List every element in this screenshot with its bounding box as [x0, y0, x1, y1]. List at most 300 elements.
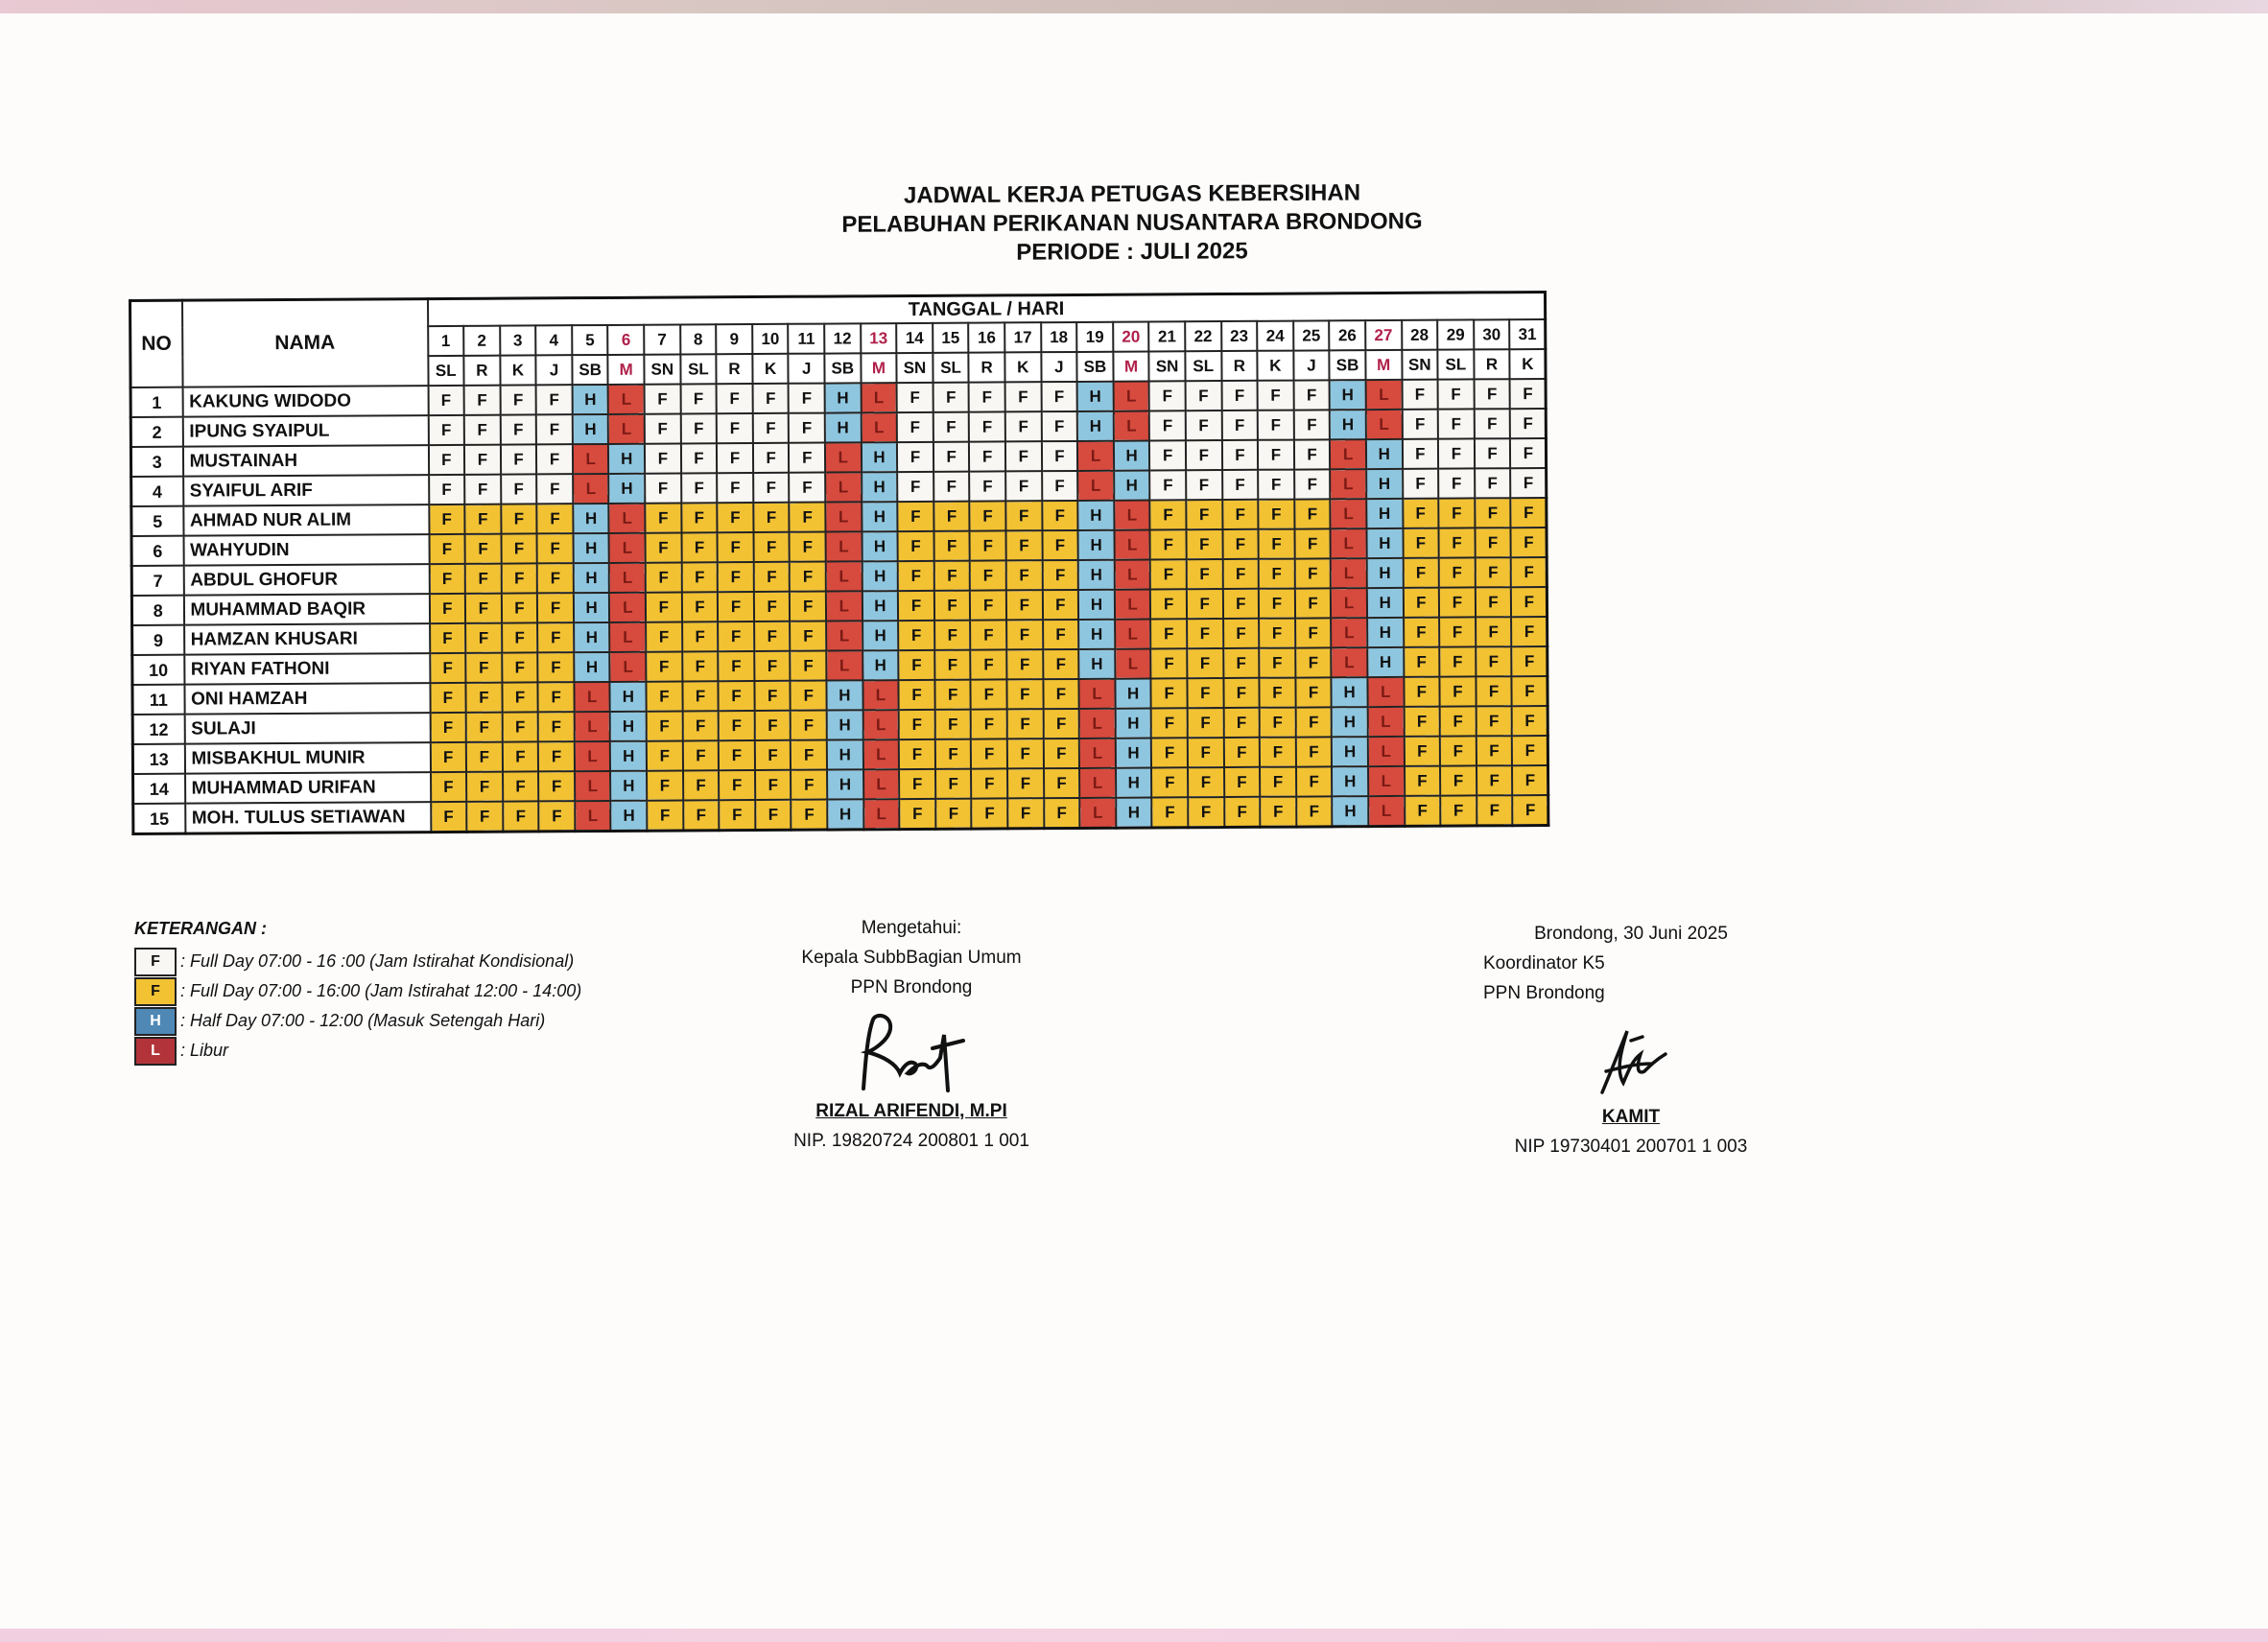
shift-cell: F — [1475, 557, 1511, 587]
shift-cell: L — [1331, 528, 1367, 558]
shift-cell: F — [1150, 619, 1187, 648]
shift-cell: F — [1005, 530, 1042, 560]
shift-cell: F — [465, 623, 502, 653]
shift-cell: F — [430, 653, 466, 683]
shift-cell: F — [898, 531, 934, 561]
shift-cell: F — [718, 503, 754, 532]
row-number: 14 — [133, 774, 185, 804]
shift-cell: H — [611, 801, 648, 832]
shift-cell: F — [430, 683, 466, 713]
shift-cell: F — [969, 441, 1005, 471]
shift-cell: F — [428, 415, 464, 445]
shift-cell: F — [1221, 440, 1258, 470]
date-22: 22 — [1185, 321, 1221, 351]
shift-cell: F — [933, 472, 970, 502]
shift-cell: L — [825, 442, 862, 472]
shift-cell: F — [647, 800, 683, 831]
date-18: 18 — [1041, 322, 1077, 352]
staff-name: KAKUNG WIDODO — [182, 386, 428, 417]
shift-cell: F — [464, 415, 501, 445]
shift-cell: F — [970, 530, 1006, 560]
shift-cell: F — [753, 532, 790, 562]
sig-left-line1: Mengetahui: — [861, 918, 962, 938]
date-7: 7 — [644, 324, 680, 354]
shift-cell: F — [503, 771, 539, 801]
paper-edge-bottom — [0, 1629, 2268, 1642]
shift-cell: F — [1222, 559, 1259, 589]
shift-cell: F — [1476, 587, 1512, 617]
shift-cell: F — [1006, 560, 1043, 590]
date-14: 14 — [896, 323, 933, 353]
shift-cell: F — [1224, 797, 1261, 828]
date-29: 29 — [1437, 319, 1474, 349]
shift-cell: F — [754, 711, 791, 740]
shift-cell: F — [501, 533, 537, 563]
date-12: 12 — [824, 323, 861, 353]
shift-cell: F — [754, 681, 791, 711]
row-number: 8 — [131, 596, 183, 625]
shift-cell: F — [753, 443, 790, 473]
staff-name: SYAIFUL ARIF — [183, 475, 429, 506]
shift-cell: F — [1440, 795, 1477, 826]
shift-cell: H — [1332, 677, 1368, 707]
shift-cell: L — [1115, 619, 1151, 648]
shift-cell: F — [430, 713, 466, 742]
shift-cell: F — [971, 709, 1007, 739]
shift-cell: F — [899, 769, 935, 799]
shift-cell: F — [717, 413, 753, 443]
day-8: SL — [680, 354, 717, 384]
shift-cell: F — [1149, 440, 1186, 470]
shift-cell: F — [537, 593, 574, 622]
shift-cell: F — [646, 651, 682, 681]
shift-cell: F — [1188, 797, 1224, 828]
legend-title: KETERANGAN : — [134, 919, 267, 938]
shift-cell: F — [1475, 438, 1511, 468]
shift-cell: F — [503, 741, 539, 771]
shift-cell: F — [791, 711, 827, 740]
shift-cell: L — [1330, 469, 1366, 499]
shift-cell: F — [646, 592, 682, 622]
shift-cell: H — [1078, 560, 1115, 590]
day-26: SB — [1330, 350, 1366, 380]
shift-cell: H — [1116, 738, 1152, 767]
shift-cell: F — [1042, 530, 1078, 560]
shift-cell: F — [1043, 620, 1079, 649]
date-5: 5 — [572, 325, 608, 355]
shift-cell: F — [537, 622, 574, 652]
shift-cell: F — [1005, 471, 1042, 501]
shift-cell: F — [1512, 736, 1548, 765]
day-18: J — [1041, 352, 1077, 382]
row-number: 11 — [132, 685, 184, 715]
row-number: 15 — [133, 804, 185, 834]
shift-cell: L — [1368, 707, 1405, 737]
legend-swatch: L — [134, 1037, 177, 1066]
shift-cell: F — [1511, 617, 1547, 646]
day-23: R — [1221, 351, 1258, 381]
shift-cell: F — [1294, 469, 1331, 499]
shift-cell: L — [861, 412, 897, 442]
staff-name: SULAJI — [184, 713, 430, 744]
day-5: SB — [572, 355, 608, 385]
shift-cell: F — [1007, 709, 1044, 739]
row-number: 6 — [131, 536, 183, 566]
shift-cell: H — [610, 682, 647, 712]
shift-cell: F — [1222, 470, 1259, 500]
shift-cell: F — [790, 592, 826, 622]
shift-cell: F — [1510, 438, 1547, 468]
shift-cell: L — [608, 385, 645, 414]
shift-cell: F — [935, 799, 972, 830]
shift-cell: F — [1186, 470, 1222, 500]
shift-cell: F — [465, 534, 502, 564]
shift-cell: H — [1078, 649, 1115, 679]
shift-cell: F — [970, 471, 1006, 501]
date-11: 11 — [789, 324, 825, 354]
legend-swatch: H — [134, 1007, 177, 1036]
shift-cell: F — [791, 740, 827, 770]
shift-cell: F — [430, 623, 466, 653]
shift-cell: H — [1077, 501, 1114, 530]
shift-cell: L — [825, 472, 862, 502]
shift-cell: L — [1367, 677, 1404, 707]
shift-cell: L — [1332, 647, 1368, 677]
staff-name: AHMAD NUR ALIM — [183, 504, 429, 536]
shift-cell: F — [933, 531, 970, 561]
shift-cell: F — [1405, 766, 1441, 796]
shift-cell: H — [862, 472, 898, 502]
legend-text: : Full Day 07:00 - 16 :00 (Jam Istirahat Kondisional) — [180, 951, 575, 971]
legend-swatch: F — [134, 977, 177, 1006]
shift-cell: F — [1477, 795, 1513, 826]
shift-cell: F — [719, 740, 755, 770]
shift-cell: L — [610, 622, 647, 652]
date-17: 17 — [1004, 322, 1041, 352]
shift-cell: F — [717, 473, 753, 503]
shift-cell: F — [465, 653, 502, 683]
shift-cell: F — [899, 739, 935, 769]
staff-name: MUHAMMAD URIFAN — [185, 772, 431, 804]
shift-cell: F — [719, 770, 755, 800]
date-28: 28 — [1402, 320, 1438, 350]
shift-cell: F — [1260, 797, 1296, 828]
shift-cell: F — [1510, 468, 1547, 498]
shift-cell: F — [791, 681, 827, 711]
shift-cell: H — [827, 769, 863, 799]
shift-cell: F — [1188, 738, 1224, 767]
shift-cell: F — [1511, 498, 1547, 528]
shift-cell: F — [501, 504, 537, 533]
shift-cell: F — [718, 562, 754, 592]
day-24: K — [1258, 351, 1294, 381]
shift-cell: F — [791, 770, 827, 800]
shift-cell: L — [1368, 737, 1405, 766]
shift-cell: H — [827, 739, 863, 769]
shift-cell: F — [1258, 440, 1294, 470]
shift-cell: F — [1477, 765, 1513, 795]
shift-cell: F — [464, 475, 501, 504]
shift-cell: F — [790, 503, 826, 532]
signature-right — [1477, 919, 1784, 1161]
shift-cell: F — [933, 502, 970, 531]
shift-cell: F — [1440, 765, 1477, 795]
header-no: NO — [130, 300, 183, 387]
shift-cell: F — [755, 770, 791, 800]
shift-cell: F — [1475, 468, 1511, 498]
day-11: J — [789, 354, 825, 384]
shift-cell: F — [971, 679, 1007, 709]
shift-cell: F — [1476, 646, 1512, 676]
shift-cell: F — [897, 442, 933, 472]
date-2: 2 — [463, 326, 500, 356]
shift-cell: F — [1476, 676, 1512, 706]
shift-cell: H — [1116, 767, 1152, 797]
shift-cell: F — [1259, 529, 1295, 559]
shift-cell: H — [862, 442, 898, 472]
shift-cell: H — [574, 652, 610, 682]
row-number: 3 — [130, 447, 182, 477]
shift-cell: F — [1474, 409, 1510, 438]
row-number: 7 — [131, 566, 183, 596]
shift-cell: F — [1404, 647, 1440, 677]
date-31: 31 — [1509, 319, 1546, 349]
shift-cell: F — [1044, 798, 1080, 829]
shift-cell: F — [1440, 676, 1477, 706]
shift-cell: F — [755, 740, 791, 770]
document-title — [672, 177, 1593, 270]
shift-cell: F — [502, 652, 538, 682]
shift-cell: F — [1405, 796, 1441, 827]
shift-cell: F — [789, 413, 825, 443]
shift-cell: F — [717, 443, 753, 473]
shift-cell: F — [933, 383, 969, 412]
shift-cell: F — [1222, 529, 1259, 559]
shift-cell: F — [466, 683, 503, 713]
shift-cell: F — [898, 561, 934, 591]
shift-cell: F — [537, 504, 574, 533]
shift-cell: F — [1438, 409, 1475, 438]
shift-cell: F — [898, 650, 934, 680]
shift-cell: F — [1042, 560, 1078, 590]
shift-cell: F — [1477, 736, 1513, 765]
day-29: SL — [1437, 349, 1474, 379]
shift-cell: F — [647, 681, 683, 711]
shift-cell: F — [753, 503, 790, 532]
shift-cell: F — [1187, 559, 1223, 589]
shift-cell: F — [1149, 381, 1186, 410]
day-2: R — [463, 356, 500, 386]
shift-cell: F — [538, 712, 575, 741]
shift-cell: L — [609, 533, 646, 563]
shift-cell: L — [1365, 380, 1402, 410]
shift-cell: F — [501, 474, 537, 504]
shift-cell: F — [1150, 529, 1187, 559]
shift-cell: F — [719, 711, 755, 740]
shift-cell: L — [826, 531, 862, 561]
shift-cell: F — [755, 800, 791, 831]
row-number: 13 — [132, 744, 184, 774]
shift-cell: F — [536, 444, 573, 474]
day-13: M — [861, 353, 897, 383]
legend — [134, 919, 581, 1066]
shift-cell: F — [1223, 619, 1260, 648]
shift-cell: F — [464, 445, 501, 475]
legend-items — [134, 947, 581, 1066]
shift-cell: F — [1149, 410, 1186, 440]
sig-right-name: KAMIT — [1601, 1107, 1661, 1127]
shift-cell: F — [1511, 528, 1547, 557]
shift-cell: F — [1296, 766, 1333, 796]
shift-cell: H — [862, 561, 898, 591]
shift-cell: L — [1077, 471, 1114, 501]
shift-cell: F — [791, 651, 827, 681]
shift-cell: F — [898, 621, 934, 650]
shift-cell: F — [683, 770, 720, 800]
shift-cell: L — [863, 799, 900, 830]
shift-cell: F — [971, 739, 1007, 768]
shift-cell: F — [1510, 409, 1547, 438]
shift-cell: F — [789, 384, 825, 413]
shift-cell: L — [573, 474, 609, 504]
shift-cell: F — [428, 445, 464, 475]
shift-cell: F — [502, 622, 538, 652]
shift-cell: F — [1151, 648, 1188, 678]
shift-cell: F — [1403, 469, 1439, 499]
shift-cell: F — [1510, 379, 1547, 409]
shift-cell: F — [1259, 619, 1295, 648]
shift-cell: F — [646, 532, 682, 562]
shift-cell: F — [647, 711, 683, 740]
shift-cell: F — [899, 710, 935, 739]
date-24: 24 — [1257, 321, 1293, 351]
shift-cell: L — [1114, 559, 1150, 589]
shift-cell: H — [573, 414, 609, 444]
shift-cell: F — [681, 503, 718, 532]
shift-cell: F — [1259, 589, 1295, 619]
shift-cell: F — [1296, 737, 1333, 766]
shift-cell: L — [608, 414, 645, 444]
shift-cell: F — [1224, 767, 1261, 797]
shift-cell: L — [1079, 798, 1116, 829]
legend-text: : Half Day 07:00 - 12:00 (Masuk Setengah Hari) — [180, 1011, 546, 1030]
shift-cell: H — [574, 593, 610, 622]
shift-cell: F — [682, 622, 719, 651]
shift-cell: H — [609, 474, 646, 504]
shift-cell: L — [1077, 441, 1114, 471]
shift-cell: F — [429, 475, 465, 504]
shift-cell: F — [1223, 678, 1260, 708]
shift-cell: H — [1330, 410, 1366, 439]
row-number: 5 — [131, 506, 183, 536]
date-6: 6 — [608, 325, 645, 355]
shift-cell: F — [1294, 528, 1331, 558]
shift-cell: L — [575, 712, 611, 741]
shift-cell: F — [1187, 619, 1223, 648]
shift-cell: F — [1438, 438, 1475, 468]
legend-item — [134, 1006, 581, 1036]
shift-cell: H — [825, 412, 862, 442]
shift-cell: F — [1151, 678, 1188, 708]
shift-cell: F — [1043, 709, 1079, 739]
shift-cell: F — [1006, 649, 1043, 679]
shift-cell: F — [1511, 557, 1547, 587]
shift-cell: H — [1078, 620, 1115, 649]
shift-cell: F — [466, 772, 503, 802]
shift-cell: F — [682, 592, 719, 622]
shift-cell: H — [1114, 471, 1150, 501]
signature-drawing-right — [1573, 1012, 1689, 1100]
shift-cell: L — [1330, 439, 1366, 469]
shift-cell: F — [464, 504, 501, 534]
shift-cell: F — [1438, 468, 1475, 498]
shift-cell: F — [536, 385, 573, 414]
shift-cell: H — [610, 712, 647, 741]
shift-cell: F — [645, 473, 681, 503]
shift-cell: F — [500, 385, 536, 414]
day-3: K — [500, 355, 536, 385]
shift-cell: H — [827, 710, 863, 739]
shift-cell: F — [538, 682, 575, 712]
shift-cell: F — [1404, 737, 1440, 766]
shift-cell: F — [464, 386, 501, 415]
title-line-3: PERIODE : JULI 2025 — [1016, 238, 1248, 266]
shift-cell: F — [682, 681, 719, 711]
shift-cell: F — [430, 742, 466, 772]
shift-cell: H — [1366, 439, 1403, 469]
shift-cell: L — [862, 710, 899, 739]
shift-cell: F — [970, 590, 1006, 620]
shift-cell: F — [645, 413, 681, 443]
shift-cell: F — [935, 769, 972, 799]
shift-cell: F — [646, 562, 682, 592]
staff-name: MUHAMMAD BAQIR — [183, 594, 429, 625]
shift-cell: F — [1151, 767, 1188, 797]
shift-cell: F — [1402, 380, 1438, 410]
shift-cell: F — [682, 740, 719, 770]
date-15: 15 — [933, 323, 969, 353]
shift-cell: H — [862, 621, 899, 650]
shift-cell: F — [1258, 410, 1294, 440]
shift-cell: F — [719, 651, 755, 681]
shift-cell: F — [1402, 439, 1438, 469]
day-15: SL — [933, 353, 969, 383]
shift-cell: L — [575, 741, 611, 771]
date-20: 20 — [1113, 322, 1149, 352]
shift-cell: F — [791, 800, 828, 831]
shift-cell: F — [1150, 500, 1187, 529]
shift-cell: F — [502, 712, 538, 741]
shift-cell: F — [754, 651, 791, 681]
row-number: 12 — [132, 715, 184, 744]
date-8: 8 — [680, 324, 717, 354]
shift-cell: H — [1077, 411, 1114, 441]
shift-cell: F — [1512, 706, 1548, 736]
shift-cell: L — [1331, 499, 1367, 528]
date-23: 23 — [1221, 321, 1258, 351]
shift-cell: F — [1403, 558, 1439, 588]
shift-cell: H — [574, 563, 610, 593]
shift-cell: F — [429, 504, 465, 534]
shift-cell: F — [972, 798, 1008, 829]
date-27: 27 — [1365, 320, 1402, 350]
shift-cell: H — [1367, 558, 1404, 588]
shift-cell: F — [429, 594, 465, 623]
shift-cell: F — [1186, 381, 1222, 410]
shift-cell: F — [897, 472, 933, 502]
sig-right-line2: Koordinator K5 — [1483, 953, 1605, 973]
shift-cell: H — [610, 771, 647, 801]
